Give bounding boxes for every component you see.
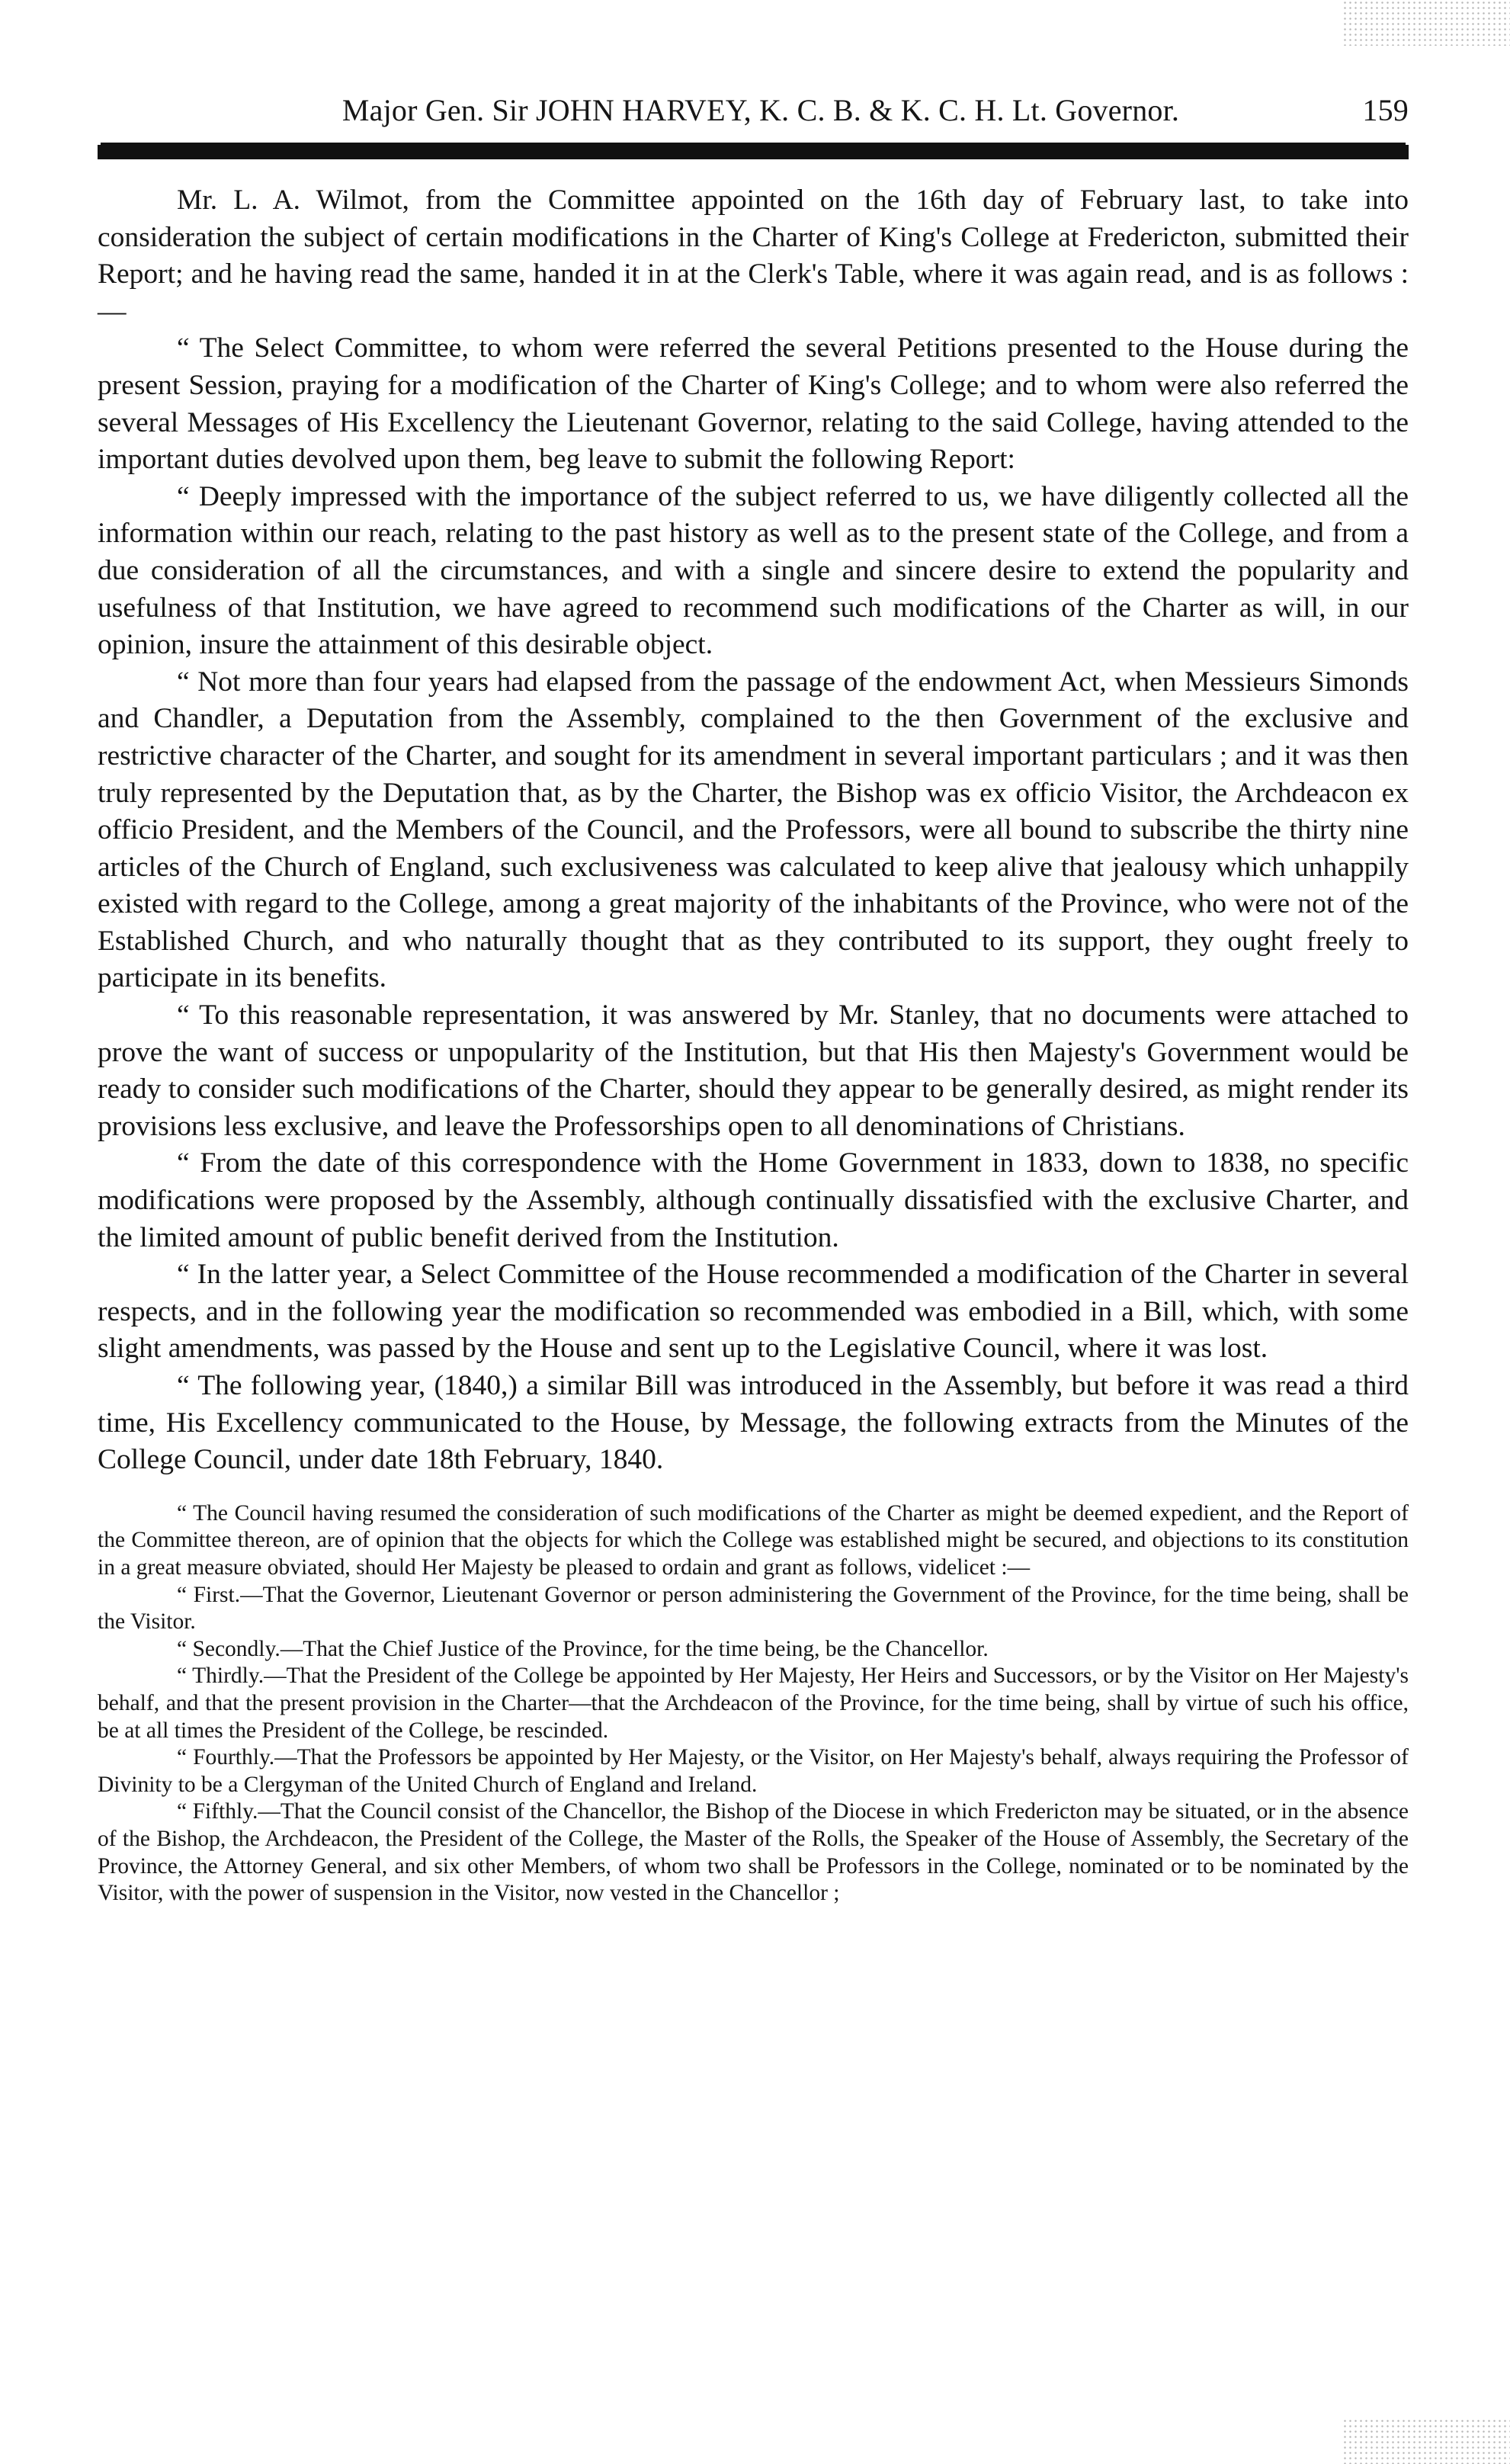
- paragraph-four-years: “ Not more than four years had elapsed from the passage of the endowment Act, when Messieurs Simonds and Chandler, a Deputation from the Assembly, complained to the then Government of the exclusive and restrictive character of the Charter, and sought for its amendment in several important particulars ; and it was then truly represented by the Deputation that, as by the Charter, the Bishop was ex officio Visitor, the Archdeacon ex officio President, and the Members of the Council, and the Professors, were all bound to subscribe the thirty nine articles of the Church of England, such exclusiveness was calculated to keep alive that jealousy which unhappily existed with regard to the College, among a great majority of the inhabitants of the Province, who were not of the Established Church, and who naturally thought that as they contributed to its support, they ought freely to participate in its benefits.: [98, 666, 1409, 994]
- paragraph-1840: “ The following year, (1840,) a similar Bill was introduced in the Assembly, but before it was read a third time, His Excellency communicated to the House, by Message, the following extracts from the Minutes of the College Council, under date 18th February, 1840.: [98, 1370, 1409, 1476]
- paragraph-deeply-impressed: “ Deeply impressed with the importance of the subject referred to us, we have diligently collected all the information within our reach, relating to the past history as well as to the present state of the College, and from a due consideration of all the circumstances, and with a single and sincere desire to extend the popularity and usefulness of that Institution, we have agreed to recommend such modifications of the Charter as will, in our opinion, insure the attainment of this desirable object.: [98, 480, 1409, 661]
- quote-first: “ First.—That the Governor, Lieutenant Governor or person administering the Government of the Province, for the time being, shall be the Visitor.: [98, 1582, 1409, 1635]
- quote-fourthly: “ Fourthly.—That the Professors be appointed by Her Majesty, or the Visitor, on Her Majesty's behalf, always requiring the Professor of Divinity to be a Clergyman of the United Church of England and Ireland.: [98, 1745, 1409, 1797]
- header-title: Major Gen. Sir JOHN HARVEY, K. C. B. & K. C. H. Lt. Governor.: [341, 93, 1180, 127]
- quote-fifthly: “ Fifthly.—That the Council consist of the Chancellor, the Bishop of the Diocese in which Fredericton may be situated, or in the absence of the Bishop, the Archdeacon, the President of the College, the Master of the Rolls, the Speaker of the House of Assembly, the Secretary of the Province, the Attorney General, and six other Members, of whom two shall be Professors in the College, nominated or to be nominated by the Visitor, with the power of suspension in the Visitor, now vested in the Chancellor ;: [98, 1799, 1409, 1906]
- paragraph-select-committee: “ The Select Committee, to whom were referred the several Petitions presented to the House during the present Session, praying for a modification of the Charter of King's College; and to whom were also referred the several Messages of His Excellency the Lieutenant Governor, relating to the said College, having attended to the important duties devolved upon them, beg leave to submit the following Report:: [98, 332, 1409, 476]
- paragraph-wilmot-report: Mr. L. A. Wilmot, from the Committee appointed on the 16th day of February last, to take into consideration the subject of certain modifications in the Charter of King's College at Fredericton, submitted their Report; and he having read the same, handed it in at the Clerk's Table, where it was again read, and is as follows :—: [98, 184, 1409, 327]
- running-header: [98, 84, 1409, 137]
- quote-council-resumed: “ The Council having resumed the consideration of such modifications of the Charter as might be deemed expedient, and the Report of the Committee thereon, are of opinion that the objects for which the College was established might be secured, and objections to its constitution in a great measure obviated, should Her Majesty be pleased to ordain and grant as follows, videlicet :—: [98, 1500, 1409, 1580]
- council-minutes-extract: [98, 1500, 1409, 1907]
- quote-secondly: “ Secondly.—That the Chief Justice of the Province, for the time being, be the Chancellor.: [177, 1636, 989, 1661]
- paragraph-1833-1838: “ From the date of this correspondence with the Home Government in 1833, down to 1838, no specific modifications were proposed by the Assembly, although continually dissatisfied with the exclusive Charter, and the limited amount of public benefit derived from the Institution.: [98, 1147, 1409, 1253]
- main-text: [98, 182, 1409, 1479]
- header-rule: [98, 145, 1409, 159]
- document-page: [98, 84, 1409, 2447]
- paragraph-latter-year: “ In the latter year, a Select Committee of the House recommended a modification of the Charter in several respects, and in the following year the modification so recommended was embodied in a Bill, which, with some slight amendments, was passed by the House and sent up to the Legislative Council, where it was lost.: [98, 1259, 1409, 1365]
- scan-speckle-top: [1342, 0, 1510, 46]
- paragraph-mr-stanley: “ To this reasonable representation, it was answered by Mr. Stanley, that no documents were attached to prove the want of success or unpopularity of the Institution, but that His then Majesty's Government would be ready to consider such modifications of the Charter, should they appear to be generally desired, as might render its provisions less exclusive, and leave the Professorships open to all denominations of Christians.: [98, 999, 1409, 1142]
- quote-thirdly: “ Thirdly.—That the President of the College be appointed by Her Majesty, Her Heirs and Successors, or by the Visitor on Her Majesty's behalf, and that the present provision in the Charter—that the Archdeacon of the Province, for the time being, shall by virtue of such his office, be at all times the President of the College, be rescinded.: [98, 1664, 1409, 1743]
- page-number: 159: [1362, 93, 1409, 127]
